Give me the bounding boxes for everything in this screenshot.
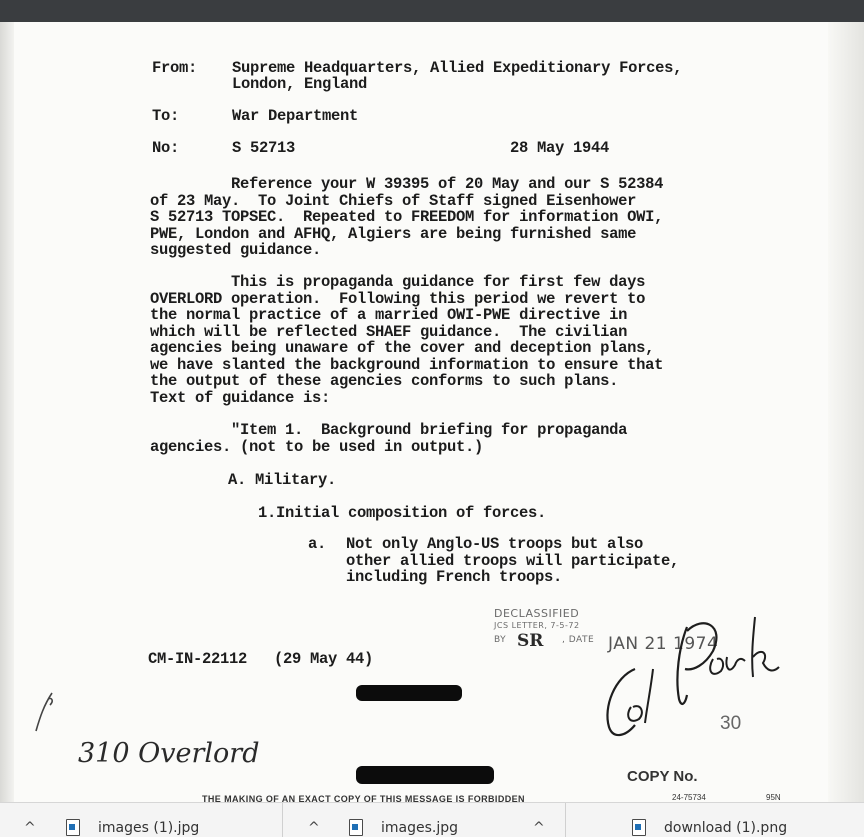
download-item[interactable]: [566, 803, 849, 837]
signature-col-park: [595, 587, 785, 747]
redaction-bar-bottom: [356, 766, 494, 784]
text-line: Reference your W 39395 of 20 May and our S 52384: [150, 175, 664, 193]
text-line: agencies being unaware of the cover and deception plans,: [150, 339, 655, 357]
text-line: of 23 May. To Joint Chiefs of Staff signed Eisenhower: [150, 191, 637, 210]
to-value: War Department: [232, 107, 359, 125]
download-filename[interactable]: download (1).png: [664, 820, 788, 836]
footer-code-2: 95N: [766, 793, 781, 802]
declassified-stamp-title: DECLASSIFIED: [494, 607, 580, 620]
stamp-date-label: , DATE: [562, 635, 595, 645]
document-page: [0, 22, 864, 802]
text-line: which will be reflected SHAEF guidance. The civilian: [150, 322, 628, 341]
stamp-by-label: BY: [494, 635, 507, 645]
image-file-icon: [66, 819, 80, 836]
paragraph-guidance: [150, 274, 663, 406]
message-number: S 52713: [232, 139, 296, 157]
chevron-up-icon[interactable]: ^: [24, 820, 36, 836]
image-file-icon: [632, 819, 646, 836]
download-filename[interactable]: images.jpg: [381, 820, 459, 836]
page-right-edge: [828, 22, 864, 802]
chevron-up-icon[interactable]: ^: [308, 820, 320, 836]
footer-warning: THE MAKING OF AN EXACT COPY OF THIS MESSAGE IS FORBIDDEN: [202, 794, 525, 802]
cm-reference: CM-IN-22112 (29 May 44): [148, 650, 374, 668]
to-label: To:: [152, 107, 180, 125]
from-label: From:: [152, 59, 198, 77]
page-left-edge: [0, 22, 14, 802]
text-line: This is propaganda guidance for first few days: [150, 273, 646, 291]
handwritten-page-number: 30: [720, 713, 742, 734]
image-file-icon: [349, 819, 363, 836]
text-line: S 52713 TOPSEC. Repeated to FREEDOM for information OWI,: [150, 208, 664, 226]
point-a-text: [346, 536, 679, 586]
stamp-initials: SR: [517, 631, 544, 651]
handwritten-file-note: 310 Overlord: [78, 738, 260, 769]
download-item[interactable]: [0, 803, 320, 837]
stamp-date: JAN 21 1974: [608, 634, 719, 654]
text-line: the output of these agencies conforms to such plans.: [150, 372, 619, 390]
no-label: No:: [152, 139, 180, 157]
item-1-line-2: agencies. (not to be used in output.): [150, 438, 484, 456]
chevron-up-icon[interactable]: ^: [533, 820, 545, 836]
download-item[interactable]: [283, 803, 566, 837]
item-1-line-1: "Item 1. Background briefing for propaganda: [150, 421, 628, 439]
text-line: we have slanted the background information to ensure that: [150, 355, 664, 374]
margin-mark: [30, 687, 60, 737]
message-date: 28 May 1944: [510, 139, 610, 157]
subsection-composition: 1.Initial composition of forces.: [258, 504, 547, 522]
from-line-2: London, England: [232, 75, 368, 93]
section-military: A. Military.: [228, 471, 337, 489]
text-line: suggested guidance.: [150, 241, 322, 259]
text-line: OVERLORD operation. Following this period we revert to: [150, 289, 646, 308]
text-line: Not only Anglo-US troops but also: [346, 535, 644, 553]
download-filename[interactable]: images (1).jpg: [98, 820, 200, 836]
downloads-bar: [0, 802, 864, 837]
window-top-bar: [0, 0, 864, 22]
text-line: the normal practice of a married OWI-PWE directive in: [150, 306, 628, 324]
redaction-bar-top: [356, 685, 462, 701]
text-line: other allied troops will participate,: [346, 551, 680, 570]
text-line: including French troops.: [346, 568, 563, 586]
paragraph-reference: [150, 176, 663, 259]
point-a-label: a.: [308, 535, 327, 553]
footer-form-code: 24-75734: [672, 793, 706, 802]
declassified-stamp-authority: JCS LETTER, 7-5-72: [494, 621, 580, 630]
text-line: PWE, London and AFHQ, Algiers are being furnished same: [150, 224, 637, 243]
from-line-1: Supreme Headquarters, Allied Expeditionary Forces,: [232, 59, 683, 77]
copy-number-label: COPY No.: [627, 768, 698, 785]
text-line: Text of guidance is:: [150, 388, 331, 407]
